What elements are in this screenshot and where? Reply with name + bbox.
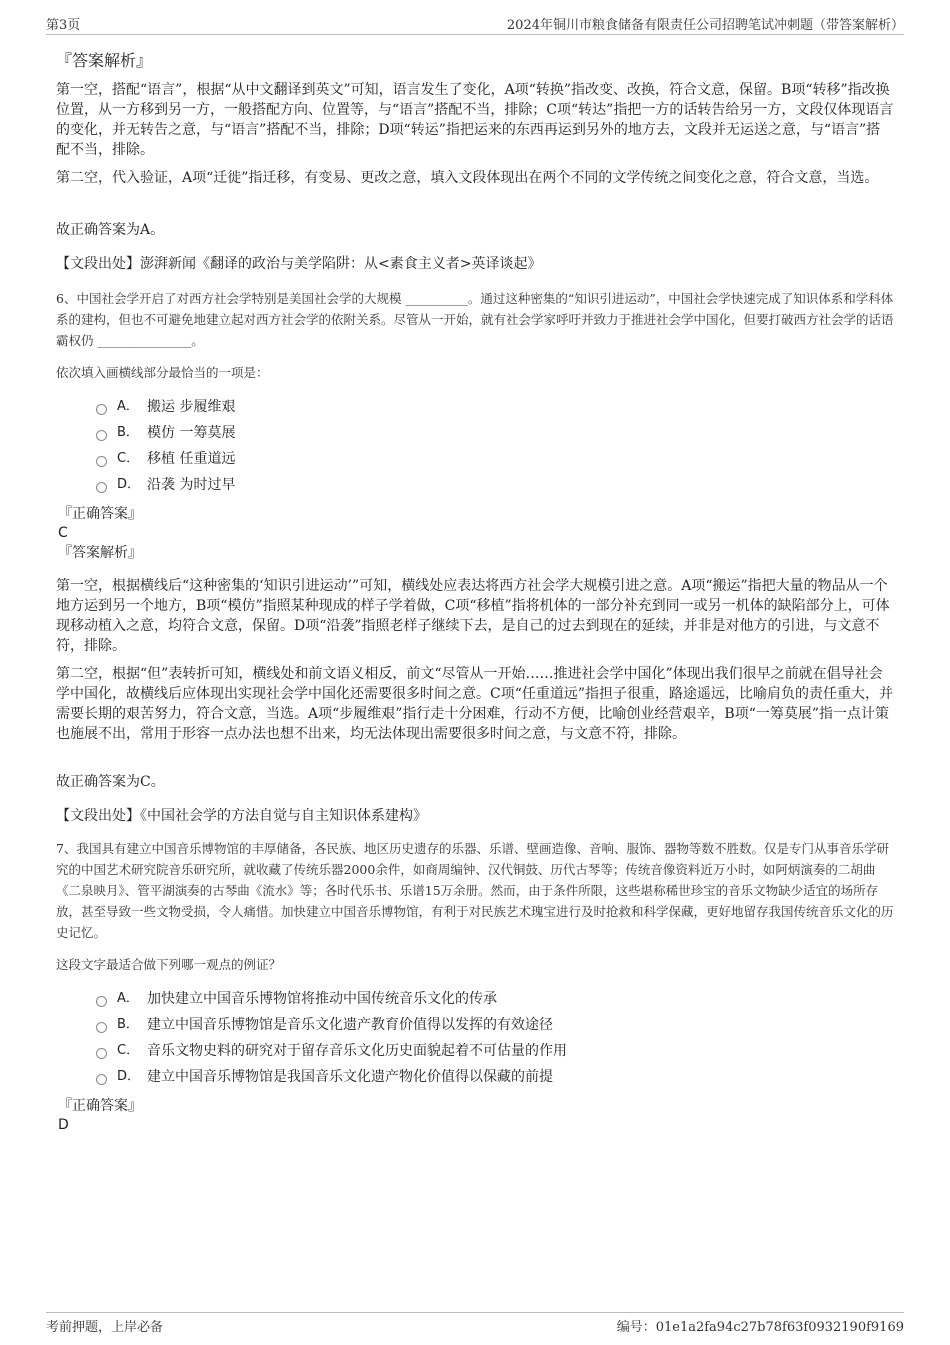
q6-answer: C [58,525,68,541]
q6-option-a[interactable]: A． 搬运 步履维艰 [96,394,934,420]
q7-prompt: 这段文字最适合做下列哪一观点的例证？ [56,957,282,972]
radio-icon[interactable] [96,1074,107,1085]
page-footer [46,1312,904,1333]
footer-slogan: 考前押题，上岸必备 [46,1320,164,1335]
q6-analysis-label: 『答案解析』 [58,545,142,561]
q7-option-c[interactable]: C． 音乐文物史料的研究对于留存音乐文化历史面貌起着不可估量的作用 [96,1038,934,1064]
q7-option-b[interactable]: B． 建立中国音乐博物馆是音乐文化遗产教育价值得以发挥的有效途径 [96,1012,934,1038]
q5-analysis-para2: 第二空，代入验证，A项“迁徙”指迁移，有变易、更改之意，填入文段体现出在两个不同的文学传统之间变化之意，符合文意，当选。 [56,170,879,186]
q7-option-a[interactable]: A． 加快建立中国音乐博物馆将推动中国传统音乐文化的传承 [96,986,934,1012]
document-title: 2024年铜川市粮食储备有限责任公司招聘笔试冲刺题（带答案解析） [506,18,904,33]
q6-options [96,394,934,498]
radio-icon[interactable] [96,1022,107,1033]
q6-conclusion: 故正确答案为C。 [56,774,165,790]
q5-analysis-para1: 第一空，搭配“语言”，根据“从中文翻译到英文”可知，语言发生了变化，A项“转换”指改变、改换，符合文意，保留。B项“转移”指改换位置，从一方移到另一方，一般搭配方向、位置等，与“语言”搭配不当，排除；C项“转达”指把一方的话转告给另一方，文段仅体现语言的变化，并无转告之意，与“语言”搭配不当，排除；D项“转运”指把运来的东西再运到另外的地方去，文段并无运送之意，与“语言”搭配不当，排除。 [56,82,894,158]
document-code: 编号：01e1a2fa94c27b78f63f0932190f9169 [616,1320,904,1335]
q6-analysis-para1: 第一空，根据横线后“这种密集的‘知识引进运动’”可知，横线处应表达将西方社会学大规模引进之意。A项“搬运”指把大量的物品从一个地方运到另一个地方，B项“模仿”指照某种现成的样子学着做，C项“移植”指将机体的一部分补充到同一或另一机体的缺陷部分上，可体现移动植入之意，均符合文意，保留。D项“沿袭”指照老样子继续下去，是自己的过去到现在的延续，并非是对他方的引进，与文意不符，排除。 [56,578,890,654]
q7-answer-label: 『正确答案』 [58,1098,142,1114]
q7-options [96,986,934,1090]
q5-source: 【文段出处】澎湃新闻《翻译的政治与美学陷阱：从<素食主义者>英译谈起》 [56,256,542,272]
page-header [46,12,904,35]
q6-option-c[interactable]: C． 移植 任重道远 [96,446,934,472]
q7-option-d[interactable]: D． 建立中国音乐博物馆是我国音乐文化遗产物化价值得以保藏的前提 [96,1064,934,1090]
radio-icon[interactable] [96,404,107,415]
radio-icon[interactable] [96,1048,107,1059]
q6-analysis-para2: 第二空，根据“但”表转折可知，横线处和前文语义相反，前文“尽管从一开始……推进社会学中国化”体现出我们很早之前就在倡导社会学中国化，故横线后应体现出实现社会学中国化还需要很多时间之意。C项“任重道远”指担子很重，路途遥远，比喻肩负的责任重大，并需要长期的艰苦努力，符合文意，当选。A项“步履维艰”指行走十分困难，行动不方便，比喻创业经营艰辛，B项“一筹莫展”指一点计策也施展不出，常用于形容一点办法也想不出来，均无法体现出需要很多时间之意，与文意不符，排除。 [56,666,894,742]
q5-analysis-label: 『答案解析』 [56,51,153,70]
radio-icon[interactable] [96,456,107,467]
radio-icon[interactable] [96,430,107,441]
q6-prompt: 依次填入画横线部分最恰当的一项是： [56,365,269,380]
q7-answer: D [58,1117,69,1133]
page-number: 第3页 [46,18,81,33]
q6-stem: 6、中国社会学开启了对西方社会学特别是美国社会学的大规模 __________。通过这种密集的“知识引进运动”，中国社会学快速完成了知识体系和学科体系的建构，但也不可避免地建立起对西方社会学的依附关系。尽管从一开始，就有社会学家呼吁并致力于推进社会学中国化，但要打破西方社会学的话语霸权仍 _______________。 [56,291,894,348]
radio-icon[interactable] [96,996,107,1007]
q6-option-b[interactable]: B． 模仿 一筹莫展 [96,420,934,446]
q6-source: 【文段出处】《中国社会学的方法自觉与自主知识体系建构》 [56,808,427,824]
q6-answer-label: 『正确答案』 [58,506,142,522]
q7-stem: 7、我国具有建立中国音乐博物馆的丰厚储备，各民族、地区历史遗存的乐器、乐谱、壁画造像、音响、服饰、器物等数不胜数。仅是专门从事音乐学研究的中国艺术研究院音乐研究所，就收藏了传统乐器2000余件，如商周编钟、汉代铜鼓、历代古琴等；传统音像资料近万小时，如阿炳演奏的二胡曲《二泉映月》、管平湖演奏的古琴曲《流水》等；各时代乐书、乐谱15万余册。然而，由于条件所限，这些堪称稀世珍宝的音乐文物缺少适宜的场所存放，甚至导致一些文物受损，令人痛惜。加快建立中国音乐博物馆，有利于对民族艺术瑰宝进行及时抢救和科学保藏，更好地留存我国传统音乐文化的历史记忆。 [56,841,894,940]
q6-option-d[interactable]: D． 沿袭 为时过早 [96,472,934,498]
q5-conclusion: 故正确答案为A。 [56,222,165,238]
radio-icon[interactable] [96,482,107,493]
